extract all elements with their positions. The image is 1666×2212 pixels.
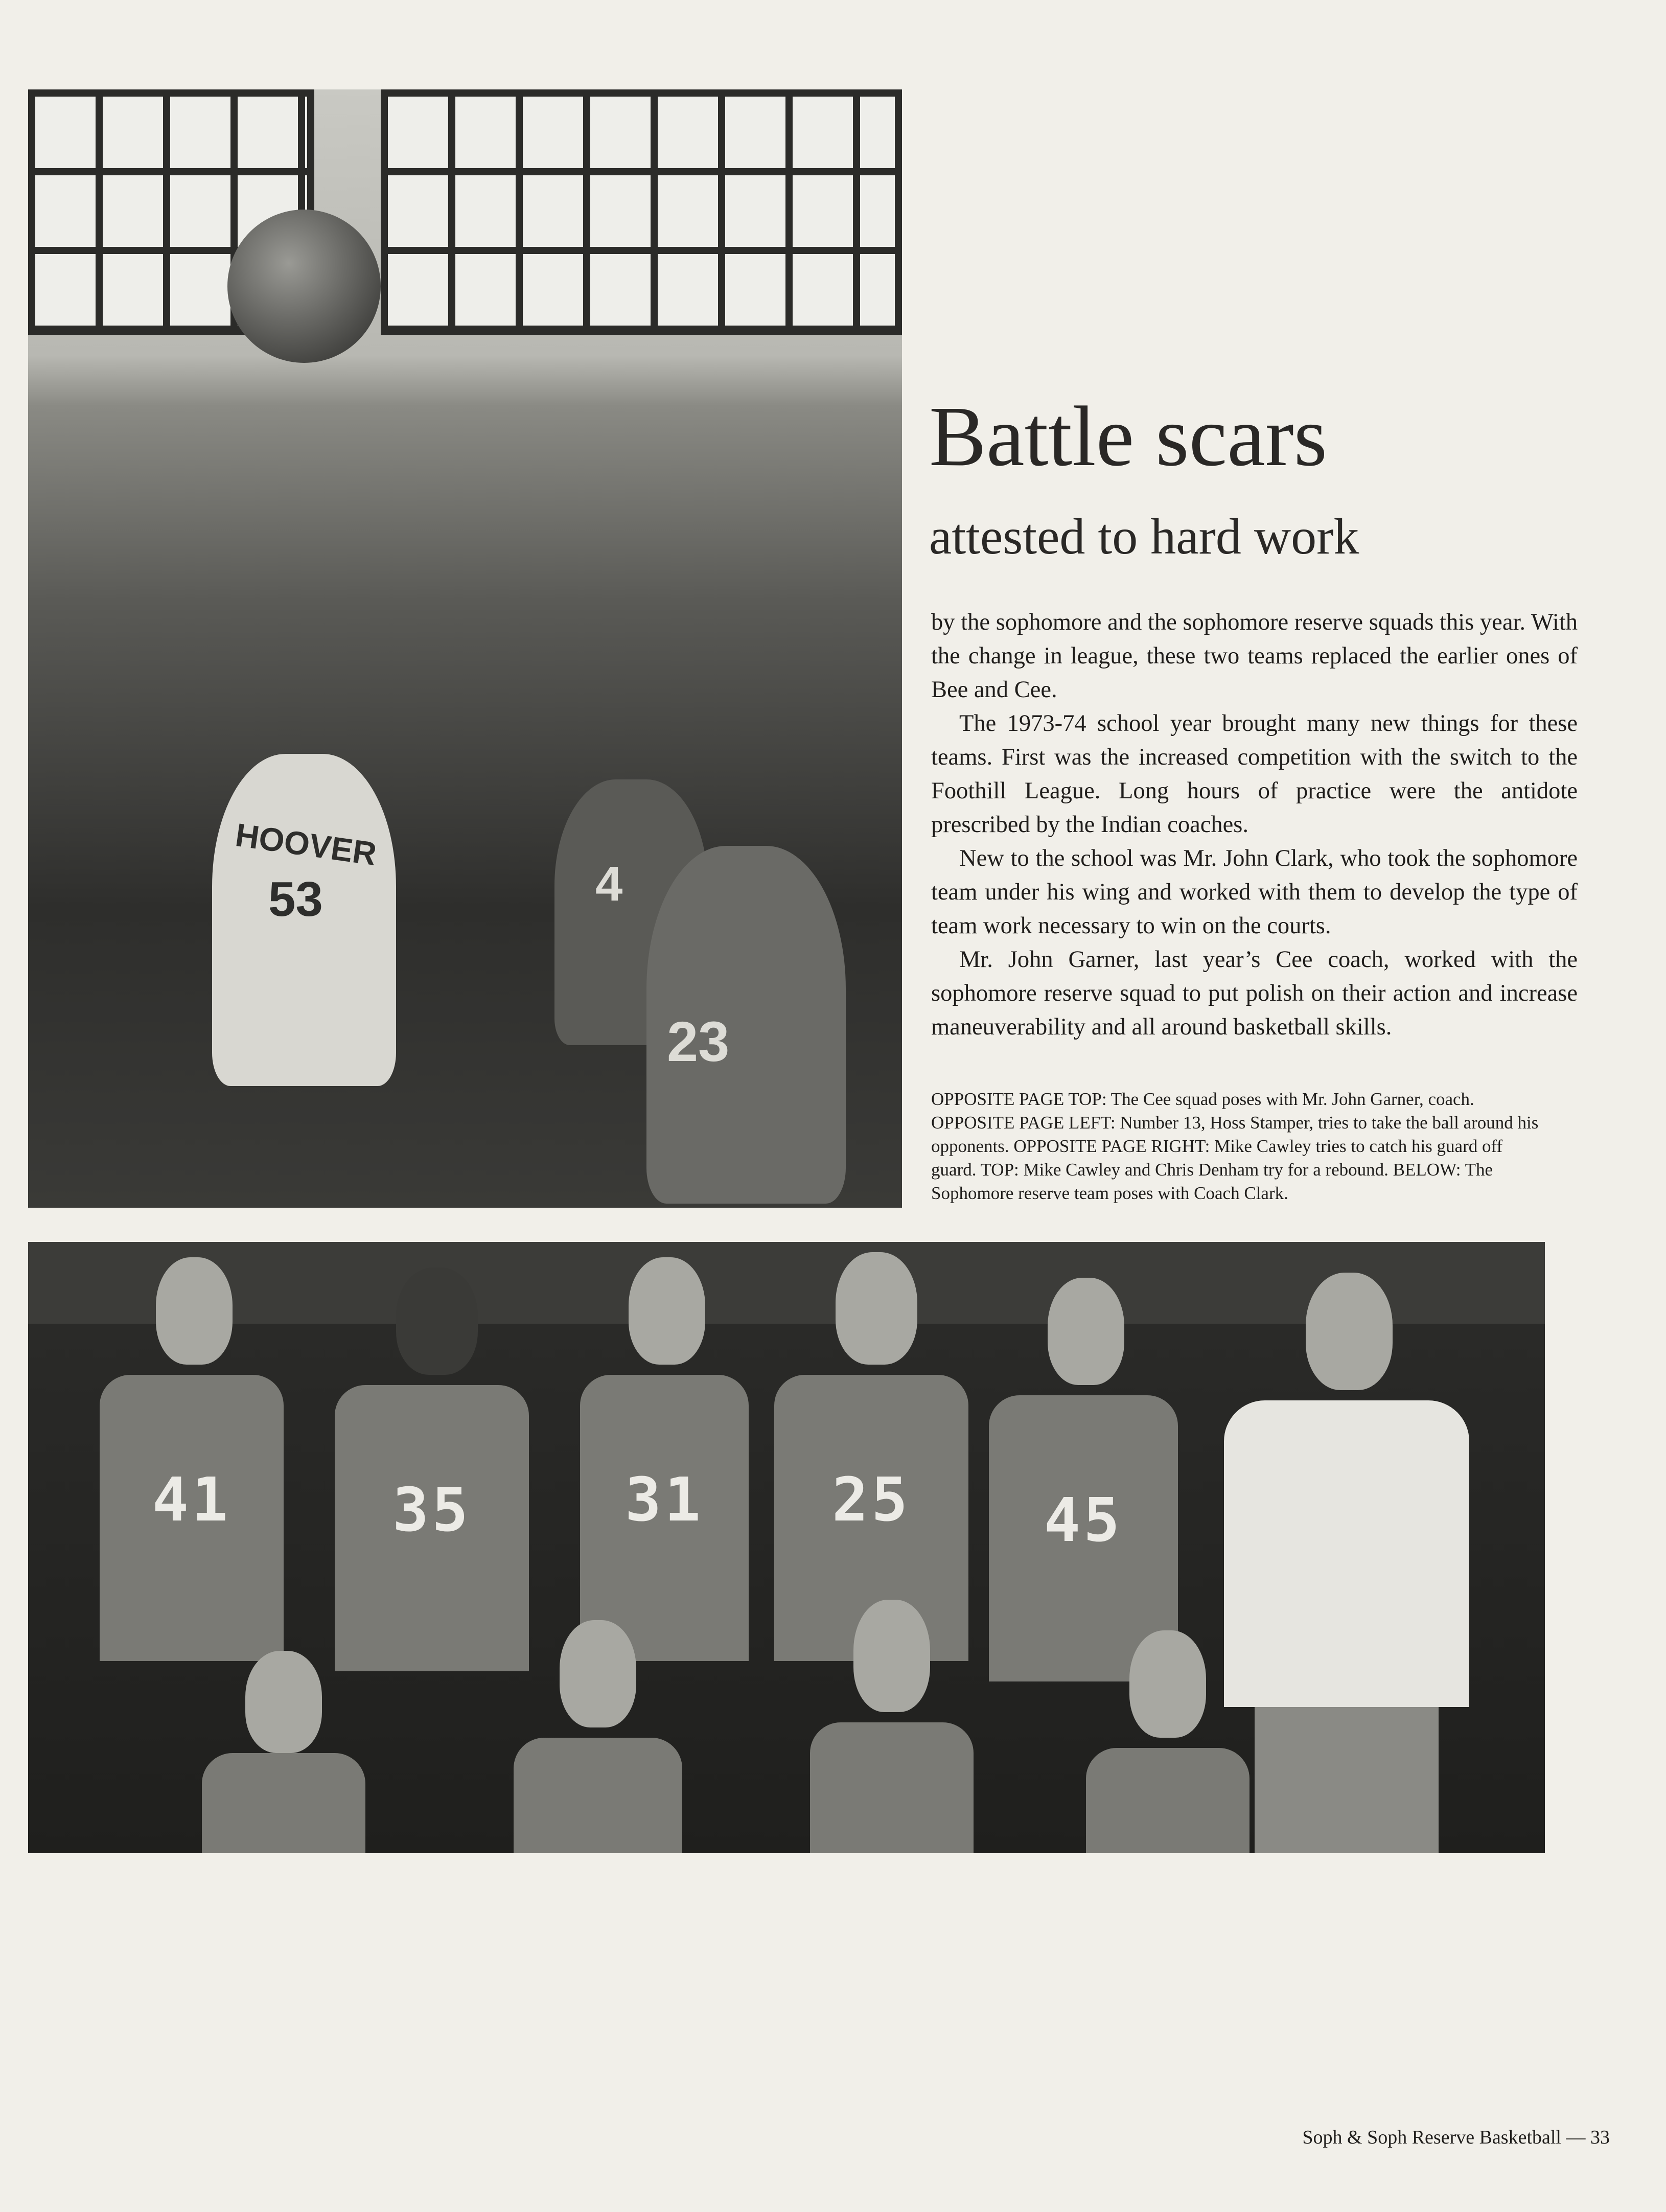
photo-caption xyxy=(931,1088,1542,1205)
body-paragraph: by the sophomore and the sophomore reserve squads this year. With the change in league, these two teams replaced the earlier ones of Bee and Cee. xyxy=(931,609,1578,703)
jersey-number: 35 xyxy=(392,1474,472,1545)
team-member xyxy=(1086,1630,1250,1853)
jersey-number: 41 xyxy=(152,1464,232,1535)
page-folio: Soph & Soph Reserve Basketball — 33 xyxy=(1302,2127,1610,2148)
jersey-number-23: 23 xyxy=(667,1010,730,1073)
action-photo xyxy=(28,89,902,1208)
body-paragraph: The 1973-74 school year brought many new things for these teams. First was the increased competition with the switch to the Foothill League. Long hours of practice were the antidote prescribed by the Indian coaches. xyxy=(931,710,1578,838)
jersey-label-hoover: HOOVER xyxy=(233,816,379,872)
headline: Battle scars xyxy=(929,389,1328,484)
body-paragraph: New to the school was Mr. John Clark, who took the sophomore team under his wing and worked with them to develop the type of team work necessary to win on the courts. xyxy=(931,845,1578,939)
team-member xyxy=(514,1620,682,1853)
team-member xyxy=(810,1600,974,1853)
team-photo xyxy=(28,1242,1545,1853)
jersey-number: 25 xyxy=(831,1464,911,1535)
jersey-number-53: 53 xyxy=(268,872,323,927)
caption-text: OPPOSITE PAGE TOP: The Cee squad poses with Mr. John Garner, coach. OPPOSITE PAGE LEFT: Number 13, Hoss Stamper, tries to take the ball around his opponents. OPPOSITE PAGE RIGHT: Mike Cawley tries to catch his guard off guard. TOP: Mike Cawley and Chris Denham try for a rebound. BELOW: The Sophomore reserve team poses with Coach Clark. xyxy=(931,1089,1539,1203)
team-member xyxy=(202,1651,365,1853)
gym-window xyxy=(381,89,902,335)
jersey-number: 31 xyxy=(624,1464,704,1535)
basketball xyxy=(227,210,381,363)
jersey-number: 45 xyxy=(1044,1485,1123,1555)
subheadline: attested to hard work xyxy=(929,508,1359,565)
coach-clark xyxy=(1224,1273,1469,1853)
article-body xyxy=(931,606,1578,1044)
jersey-number-4: 4 xyxy=(595,857,623,911)
body-paragraph: Mr. John Garner, last year’s Cee coach, worked with the sophomore reserve squad to put polish on their action and increase maneuverability and all around basketball skills. xyxy=(931,947,1578,1040)
